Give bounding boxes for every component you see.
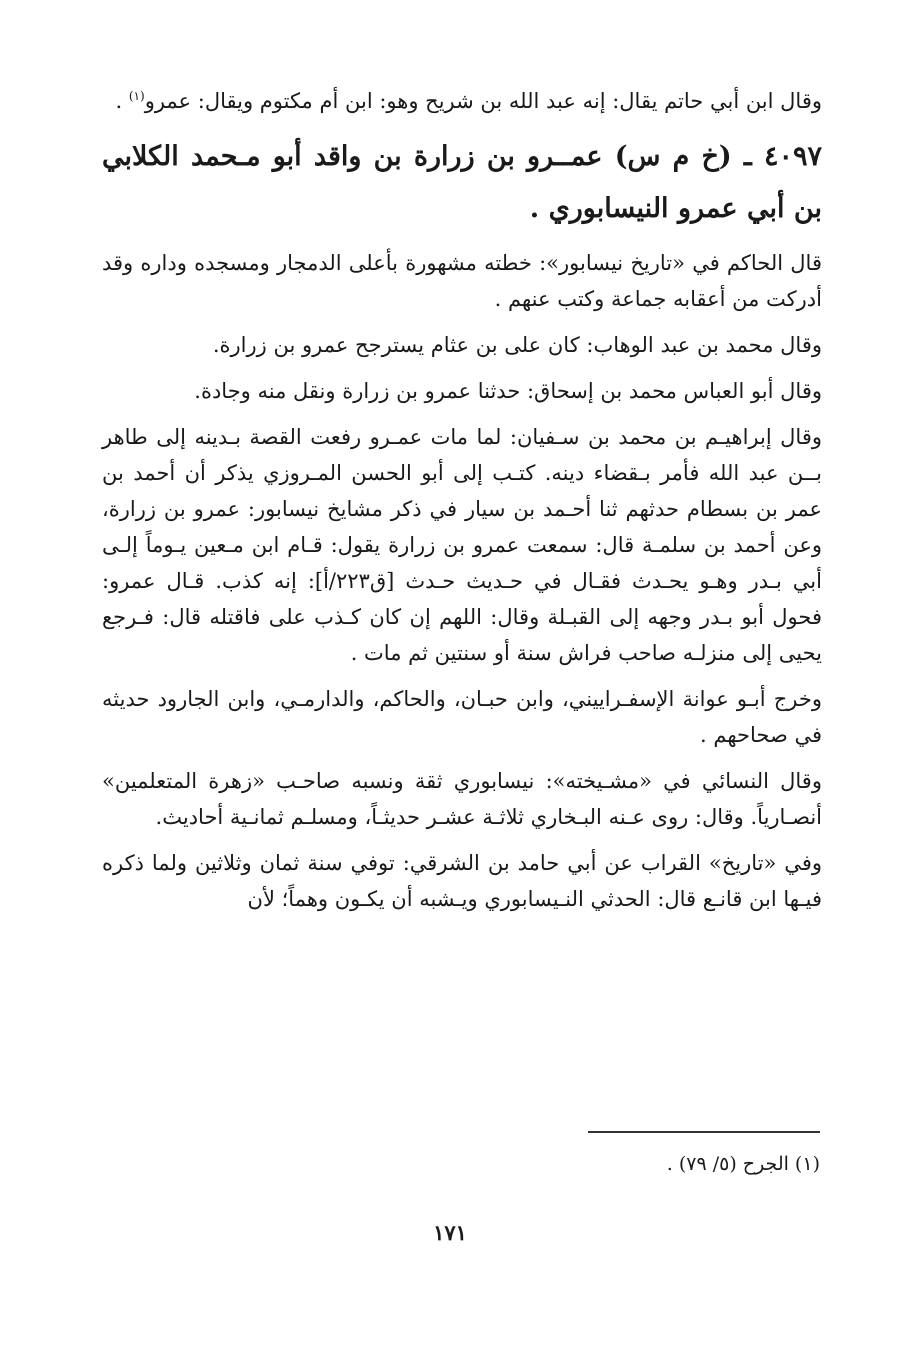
entry-heading: ٤٠٩٧ ـ (خ م س) عمــرو بن زرارة بن واقد أبو مـحمد الكلابي بن أبي عمرو النيسابوري .	[102, 141, 822, 224]
paragraph-ibrahim: وقال إبراهيـم بن محمد بن سـفيان: لما مات عمـرو رفعت القصة بـدينه إلى طاهر بــن عبد الله فأمر بـقضاء دينه. كتـب إلى أبو الحسن المـروزي يذكر أن أحمد بن عمر بن بسطام حدثهم ثنا أحـمد بن سيار في ذكر مشايخ نيسابور: عمرو بن زرارة، وعن أحمد بن سلمـة قال: سمعت عمرو بن زرارة يقول: قـام ابن مـعين يـوماً إلـى أبي بـدر وهـو يحـدث فقـال في حـديث حـدث [ق٢٢٣/أ]: إنه كذب. قـال عمرو: فحول أبو بـدر وجهه إلى القبـلة وقال: اللهم إن كان كـذب على فاقتله قال: فـرجع يحيى إلى منزلـه صاحب فراش سنة أو سنتين ثم مات .	[102, 425, 822, 665]
paragraph-tarikh: وفي «تاريخ» القراب عن أبي حامد بن الشرقي: توفي سنة ثمان وثلاثين ولما ذكره فيـها ابن قانـع قال: الحدثي النـيسابوري ويـشبه أن يكـون وهماً؛ لأن	[102, 851, 822, 911]
page-number: ١٧١	[433, 1220, 467, 1245]
paragraph-abd-al-wahhab: وقال محمد بن عبد الوهاب: كان على بن عثام يسترجح عمرو بن زرارة.	[212, 333, 822, 357]
footnote-marker: (١)	[128, 89, 145, 103]
paragraph-abu-al-abbas: وقال أبو العباس محمد بن إسحاق: حدثنا عمرو بن زرارة ونقل منه وجادة.	[194, 379, 822, 403]
footnote-divider	[588, 1131, 820, 1133]
footnote: (١) الجرح (٥/ ٧٩) .	[666, 1153, 820, 1175]
paragraph-intro-text: وقال ابن أبي حاتم يقال: إنه عبد الله بن شريح وهو: ابن أم مكتوم ويقال: عمرو	[144, 89, 822, 113]
paragraph-intro-end: .	[115, 89, 129, 113]
paragraph-hakim: قال الحاكم في «تاريخ نيسابور»: خطته مشهورة بأعلى الدمجار ومسجده وداره وقد أدركت من أعقابه جماعة وكتب عنهم .	[102, 251, 822, 311]
page-body	[102, 78, 822, 917]
paragraph-intro	[102, 78, 822, 119]
paragraph-nasai: وقال النسائي في «مشـيخته»: نيسابوري ثقة ونسبه صاحـب «زهرة المتعلمين» أنصـارياً. وقال: روى عـنه البـخاري ثلاثـة عشـر حديثـاً، ومسلـم ثمانـية أحاديث.	[102, 769, 822, 829]
paragraph-kharaja: وخرج أبـو عوانة الإسفـراييني، وابن حبـان، والحاكم، والدارمـي، وابن الجارود حديثه في صحاحهم .	[102, 687, 822, 747]
